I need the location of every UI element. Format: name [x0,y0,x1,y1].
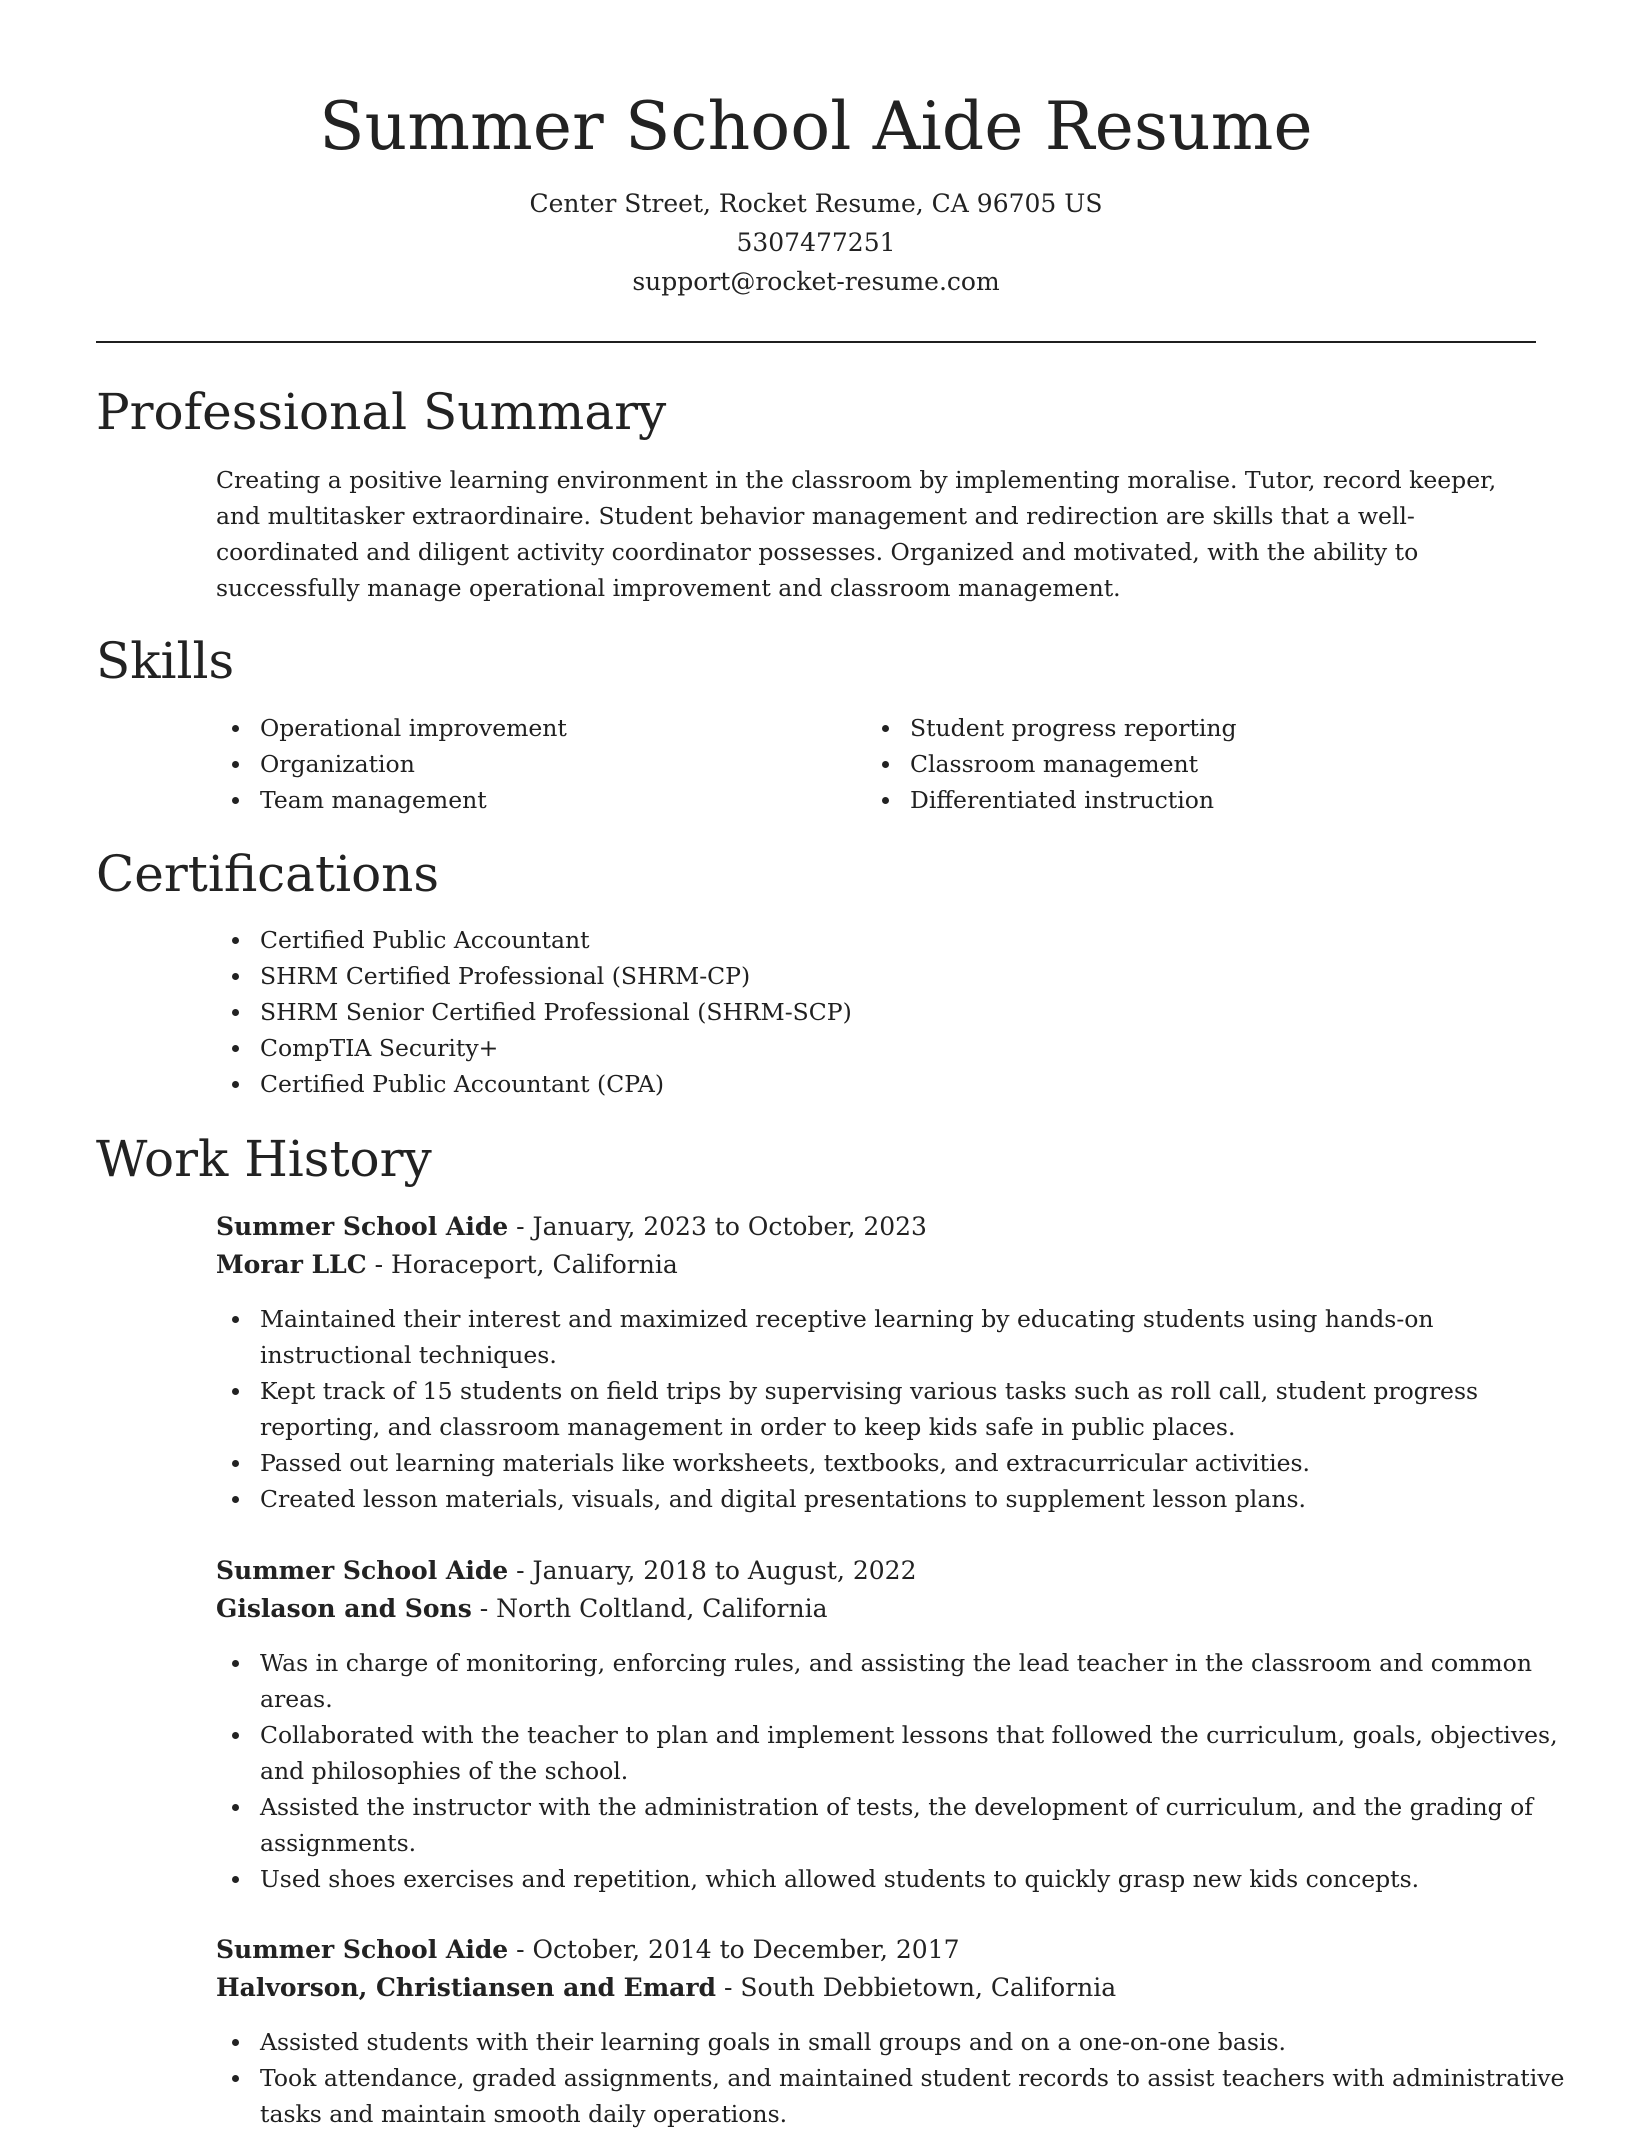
header-divider [96,341,1536,343]
job-location: Horaceport, California [391,1250,678,1279]
job-bullet: Passed out learning materials like worksheets, textbooks, and extracurricular activities. [260,1445,1570,1481]
job-bullet: Assisted the instructor with the administration of tests, the development of curriculum, and the grading of assignments. [260,1789,1570,1861]
skill-item: Student progress reporting [910,710,1510,746]
skill-item: Operational improvement [260,710,820,746]
job-company-line [216,1246,678,1284]
summary-text: Creating a positive learning environment in the classroom by implementing moralise. Tutor, record keeper, and multitasker extraordinaire. Student behavior management and redirection are skills that a well-coordinated and diligent activity coordinator possesses. Organized and motivated, with the ability to successfully manage operational improvement and classroom management. [216,466,1497,602]
job-role: Summer School Aide [216,1212,509,1241]
job-role: Summer School Aide [216,1935,509,1964]
job-title-line [216,1208,927,1246]
contact-info [96,184,1536,301]
job-separator: - [508,1212,533,1241]
work-history-heading: Work History [96,1130,432,1188]
job-location: South Debbietown, California [740,1973,1117,2002]
job-bullet: Was in charge of monitoring, enforcing rules, and assisting the lead teacher in the classroom and common areas. [260,1645,1570,1717]
job-dates: January, 2018 to August, 2022 [532,1556,917,1585]
certification-item: Certified Public Accountant (CPA) [260,1066,1570,1102]
summary-heading: Professional Summary [96,383,667,441]
job-role: Summer School Aide [216,1556,509,1585]
contact-phone: 5307477251 [736,228,896,257]
skill-item: Differentiated instruction [910,782,1510,818]
job-company: Morar LLC [216,1250,367,1279]
job-separator: - [716,1973,741,2002]
job-bullet: Assisted students with their learning goals in small groups and on a one-on-one basis. [260,2024,1570,2060]
job-title-line [216,1552,917,1590]
skills-list-left [216,710,820,818]
skill-item: Team management [260,782,820,818]
job-bullet: Created lesson materials, visuals, and digital presentations to supplement lesson plans. [260,1481,1570,1517]
job-company: Halvorson, Christiansen and Emard [216,1973,717,2002]
job-bullet: Used shoes exercises and repetition, which allowed students to quickly grasp new kids concepts. [260,1861,1570,1897]
certifications-heading: Certifications [96,845,440,903]
certification-item: SHRM Certified Professional (SHRM-CP) [260,958,1570,994]
certification-item: Certified Public Accountant [260,922,1570,958]
job-company-line [216,1969,1116,2007]
skills-list-right [866,710,1510,818]
job-dates: October, 2014 to December, 2017 [532,1935,960,1964]
resume-title: Summer School Aide Resume [319,88,1313,165]
job-company: Gislason and Sons [216,1594,472,1623]
job-bullet: Collaborated with the teacher to plan and implement lessons that followed the curriculum, goals, objectives, and philosophies of the school. [260,1717,1570,1789]
job-separator: - [508,1935,533,1964]
job-separator: - [471,1594,497,1623]
job-title-line [216,1931,960,1969]
job-location: North Coltland, California [496,1594,828,1623]
job-bullets [216,2024,1570,2132]
certification-item: SHRM Senior Certified Professional (SHRM-SCP) [260,994,1570,1030]
job-separator: - [508,1556,533,1585]
job-separator: - [366,1250,391,1279]
job-bullets [216,1645,1570,1897]
job-bullet: Took attendance, graded assignments, and maintained student records to assist teachers with administrative tasks and maintain smooth daily operations. [260,2060,1570,2132]
certification-item: CompTIA Security+ [260,1030,1570,1066]
contact-email: support@rocket-resume.com [632,267,1000,296]
skills-heading: Skills [96,632,235,690]
resume-header [96,82,1536,301]
job-bullets [216,1301,1570,1517]
job-company-line [216,1590,828,1628]
job-bullet: Kept track of 15 students on field trips by supervising various tasks such as roll call, student progress reporting, and classroom management in order to keep kids safe in public places. [260,1373,1570,1445]
job-dates: January, 2023 to October, 2023 [532,1212,927,1241]
skill-item: Classroom management [910,746,1510,782]
job-bullet: Maintained their interest and maximized receptive learning by educating students using hands-on instructional techniques. [260,1301,1570,1373]
contact-address: Center Street, Rocket Resume, CA 96705 US [529,189,1103,218]
skill-item: Organization [260,746,820,782]
certifications-list [216,922,1570,1102]
